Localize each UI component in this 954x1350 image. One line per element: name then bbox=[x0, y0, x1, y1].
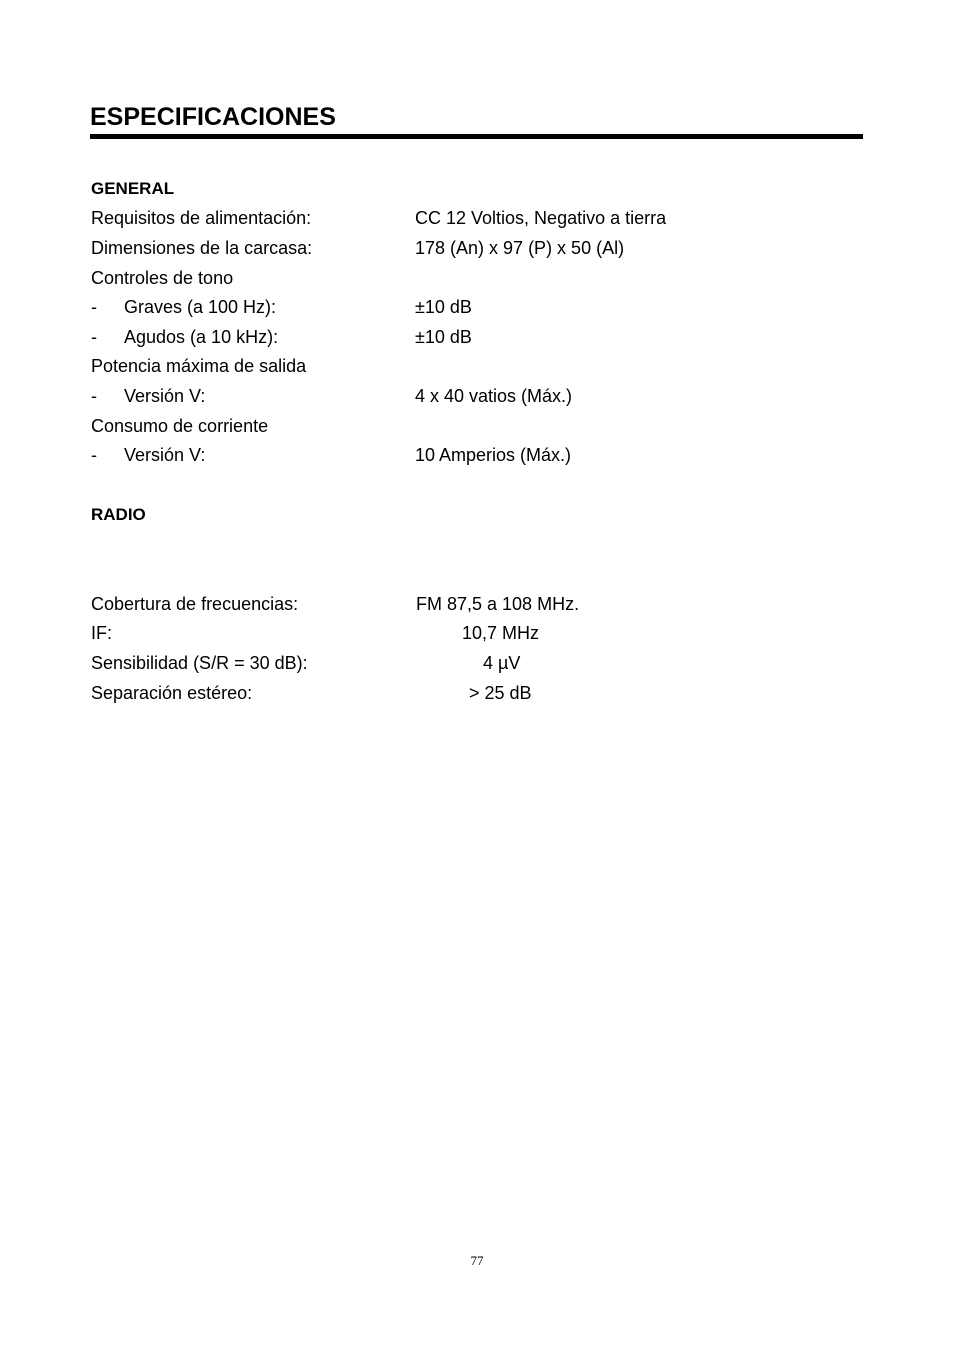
spec-row-stereo-separation bbox=[91, 681, 791, 705]
bullet-dash: - bbox=[91, 327, 97, 347]
spec-label: Potencia máxima de salida bbox=[91, 356, 307, 376]
spec-row-power-requirements bbox=[91, 206, 791, 230]
spec-value: 4 µV bbox=[483, 653, 521, 673]
spec-label: Consumo de corriente bbox=[91, 416, 269, 436]
spec-row-current-version-v bbox=[91, 443, 791, 467]
spec-label: Sensibilidad (S/R = 30 dB): bbox=[91, 653, 308, 673]
spec-label: Graves (a 100 Hz): bbox=[124, 297, 277, 317]
spec-label: Versión V: bbox=[124, 445, 206, 465]
spec-label: Separación estéreo: bbox=[91, 683, 253, 703]
bullet-dash: - bbox=[91, 445, 97, 465]
spec-row-current-consumption bbox=[91, 414, 791, 438]
spec-row-sensitivity bbox=[91, 651, 791, 675]
spec-row-power-version-v bbox=[91, 384, 791, 408]
section-heading-radio: RADIO bbox=[91, 505, 146, 524]
spec-row-chassis-dimensions bbox=[91, 236, 791, 260]
spec-label: Cobertura de frecuencias: bbox=[91, 594, 299, 614]
spec-row-bass bbox=[91, 295, 791, 319]
spec-row-if bbox=[91, 621, 791, 645]
spec-value: > 25 dB bbox=[469, 683, 532, 703]
spec-value: 10,7 MHz bbox=[462, 623, 540, 643]
section-heading-general: GENERAL bbox=[91, 179, 175, 198]
spec-label: Requisitos de alimentación: bbox=[91, 208, 312, 228]
spec-row-max-output-power bbox=[91, 354, 791, 378]
spec-row-tone-controls bbox=[91, 266, 791, 290]
bullet-dash: - bbox=[91, 297, 97, 317]
spec-value: CC 12 Voltios, Negativo a tierra bbox=[415, 208, 667, 228]
spec-value: 10 Amperios (Máx.) bbox=[415, 445, 572, 465]
page-title: ESPECIFICACIONES bbox=[90, 103, 336, 131]
spec-label: Versión V: bbox=[124, 386, 206, 406]
spec-value: FM 87,5 a 108 MHz. bbox=[416, 594, 580, 614]
spec-label: Controles de tono bbox=[91, 268, 234, 288]
spec-value: ±10 dB bbox=[415, 297, 472, 317]
bullet-dash: - bbox=[91, 386, 97, 406]
spec-value: ±10 dB bbox=[415, 327, 472, 347]
spec-row-frequency-coverage bbox=[91, 592, 791, 616]
spec-label: Agudos (a 10 kHz): bbox=[124, 327, 279, 347]
spec-label: Dimensiones de la carcasa: bbox=[91, 238, 313, 258]
page-number: 77 bbox=[470, 1253, 484, 1268]
spec-label: IF: bbox=[91, 623, 112, 643]
spec-value: 4 x 40 vatios (Máx.) bbox=[415, 386, 573, 406]
spec-value: 178 (An) x 97 (P) x 50 (Al) bbox=[415, 238, 625, 258]
spec-row-treble bbox=[91, 325, 791, 349]
title-divider bbox=[90, 134, 863, 139]
